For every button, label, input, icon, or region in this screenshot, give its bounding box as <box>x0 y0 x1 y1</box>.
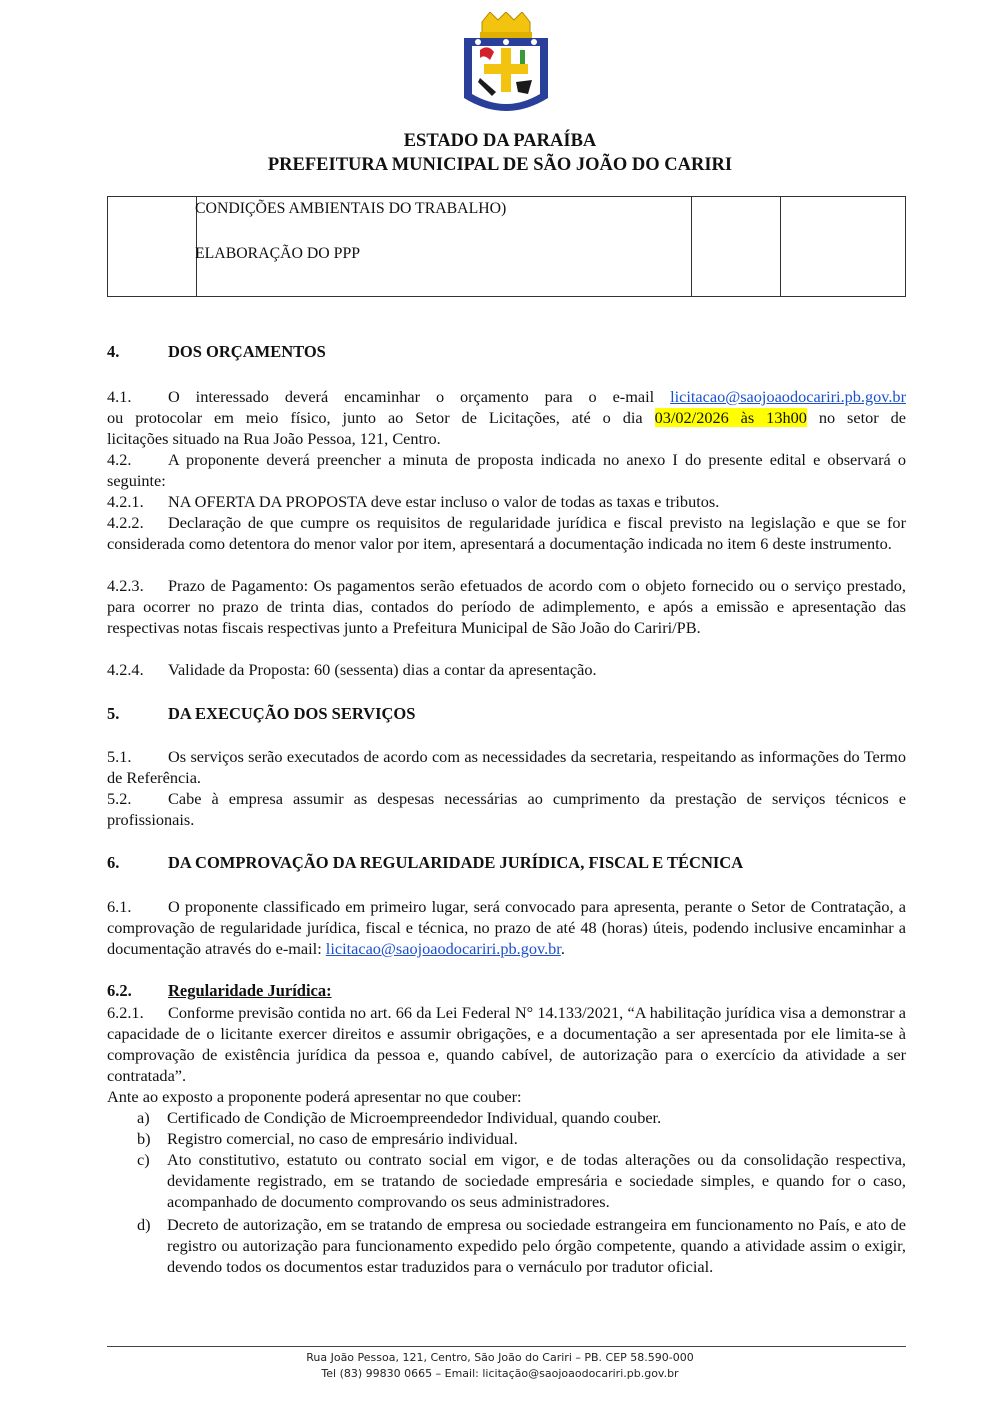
subsection-6-2-heading: 6.2. Regularidade Jurídica: <box>107 981 332 1000</box>
table-cell <box>781 197 906 297</box>
state-name: ESTADO DA PARAÍBA <box>403 131 597 151</box>
list-item-b: b) Registro comercial, no caso de empresário individual. <box>137 1129 518 1148</box>
section-4-heading: 4. DOS ORÇAMENTOS <box>107 342 326 361</box>
paragraph-4-2-1: 4.2.1. NA OFERTA DA PROPOSTA deve estar incluso o valor de todas as taxas e tributos. <box>107 492 720 511</box>
footer-contact: Tel (83) 99830 0665 – Email: licitação@saojoaodocariri.pb.gov.br <box>321 1367 679 1380</box>
paragraph-4-2-3: 4.2.3. Prazo de Pagamento: Os pagamentos serão efetuados de acordo com o objeto fornecido ou o serviço prestado, para ocorrer no prazo de trinta dias, contados do período de adimplemento, e após a emissão e apresentação das respectivas notas fiscais respectivas junto a Prefeitura Municipal de São João do Cariri/PB. <box>107 576 906 637</box>
table-cell <box>692 197 781 297</box>
section-5-heading: 5. DA EXECUÇÃO DOS SERVIÇOS <box>107 704 416 723</box>
list-item-c: c) Ato constitutivo, estatuto ou contrato social em vigor, e de todas alterações ou da consolidação respectiva, devidamente registrado, em se tratando de sociedade empresária e sociedade simples, e quando for o caso, acompanhado de documento comprovando os seus administradores. <box>137 1150 906 1211</box>
paragraph-4-1-line2: ou protocolar em meio físico, junto ao Setor de Licitações, até o dia 03/02/2026 às 13h00 no setor de <box>107 408 906 427</box>
paragraph-5-1: 5.1. Os serviços serão executados de acordo com as necessidades da secretaria, respeitando as informações do Termo de Referência. <box>107 747 906 787</box>
paragraph-5-2: 5.2. Cabe à empresa assumir as despesas necessárias ao cumprimento da prestação de serviços técnicos e profissionais. <box>107 789 906 829</box>
list-item-a: a) Certificado de Condição de Microempreendedor Individual, quando couber. <box>137 1108 662 1127</box>
paragraph-4-2: 4.2. A proponente deverá preencher a minuta de proposta indicada no anexo I do presente edital e observará o seguinte: <box>107 450 906 490</box>
deadline-highlight: 03/02/2026 às 13h00 <box>654 408 807 427</box>
document-header <box>0 129 1000 177</box>
municipal-coat-of-arms <box>460 12 552 124</box>
footer-address: Rua João Pessoa, 121, Centro, São João do Cariri – PB. CEP 58.590-000 <box>306 1351 694 1364</box>
paragraph-4-2-4: 4.2.4. Validade da Proposta: 60 (sessenta) dias a contar da apresentação. <box>107 660 597 679</box>
prefecture-name: PREFEITURA MUNICIPAL DE SÃO JOÃO DO CARIRI <box>267 155 733 175</box>
paragraph-4-2-2: 4.2.2. Declaração de que cumpre os requisitos de regularidade jurídica e fiscal previsto na legislação e que se for considerada como detentora do menor valor por item, apresentará a documentação indicada no item 6 deste instrumento. <box>107 513 906 553</box>
paragraph-6-1: 6.1. O proponente classificado em primeiro lugar, será convocado para apresenta, perante o Setor de Contratação, a comprovação de regularidade jurídica, fiscal e técnica, no prazo de até 48 (horas) úteis, podendo inclusive encaminhar a documentação através do e-mail: licitacao@saojoaodocariri.pb.gov.br. <box>107 897 906 958</box>
section-6-heading: 6. DA COMPROVAÇÃO DA REGULARIDADE JURÍDICA, FISCAL E TÉCNICA <box>107 853 744 872</box>
table-cell-text: ELABORAÇÃO DO PPP <box>195 245 361 262</box>
list-item-d: d) Decreto de autorização, em se tratando de empresa ou sociedade estrangeira em funcionamento no País, e ato de registro ou autorização para funcionamento expedido pelo órgão competente, quando a atividade assim o exigir, devendo todos os documentos estar traduzidos para o vernáculo por tradutor oficial. <box>137 1215 906 1276</box>
table-cell-text: CONDIÇÕES AMBIENTAIS DO TRABALHO) <box>195 200 507 217</box>
email-link[interactable]: licitacao@saojoaodocariri.pb.gov.br <box>325 939 561 958</box>
paragraph-6-2-1: 6.2.1. Conforme previsão contida no art. 66 da Lei Federal N° 14.133/2021, “A habilitação jurídica visa a demonstrar a capacidade de o licitante exercer direitos e assumir obrigações, e a documentação a ser apresentada por ele limita-se à comprovação de existência jurídica da pessoa e, quando cabível, de autorização para o exercício da atividade a ser contratada”. <box>107 1003 906 1085</box>
table-cell <box>108 197 197 297</box>
paragraph-intro: Ante ao exposto a proponente poderá apresentar no que couber: <box>107 1087 522 1106</box>
email-link[interactable]: licitacao@saojoaodocariri.pb.gov.br <box>670 387 906 406</box>
paragraph-4-1-line1: 4.1. O interessado deverá encaminhar o orçamento para o e-mail licitacao@saojoaodocariri.pb.gov.br <box>107 387 906 406</box>
paragraph-4-1-line3: licitações situado na Rua João Pessoa, 121, Centro. <box>107 429 441 448</box>
footer-divider <box>107 1346 906 1347</box>
